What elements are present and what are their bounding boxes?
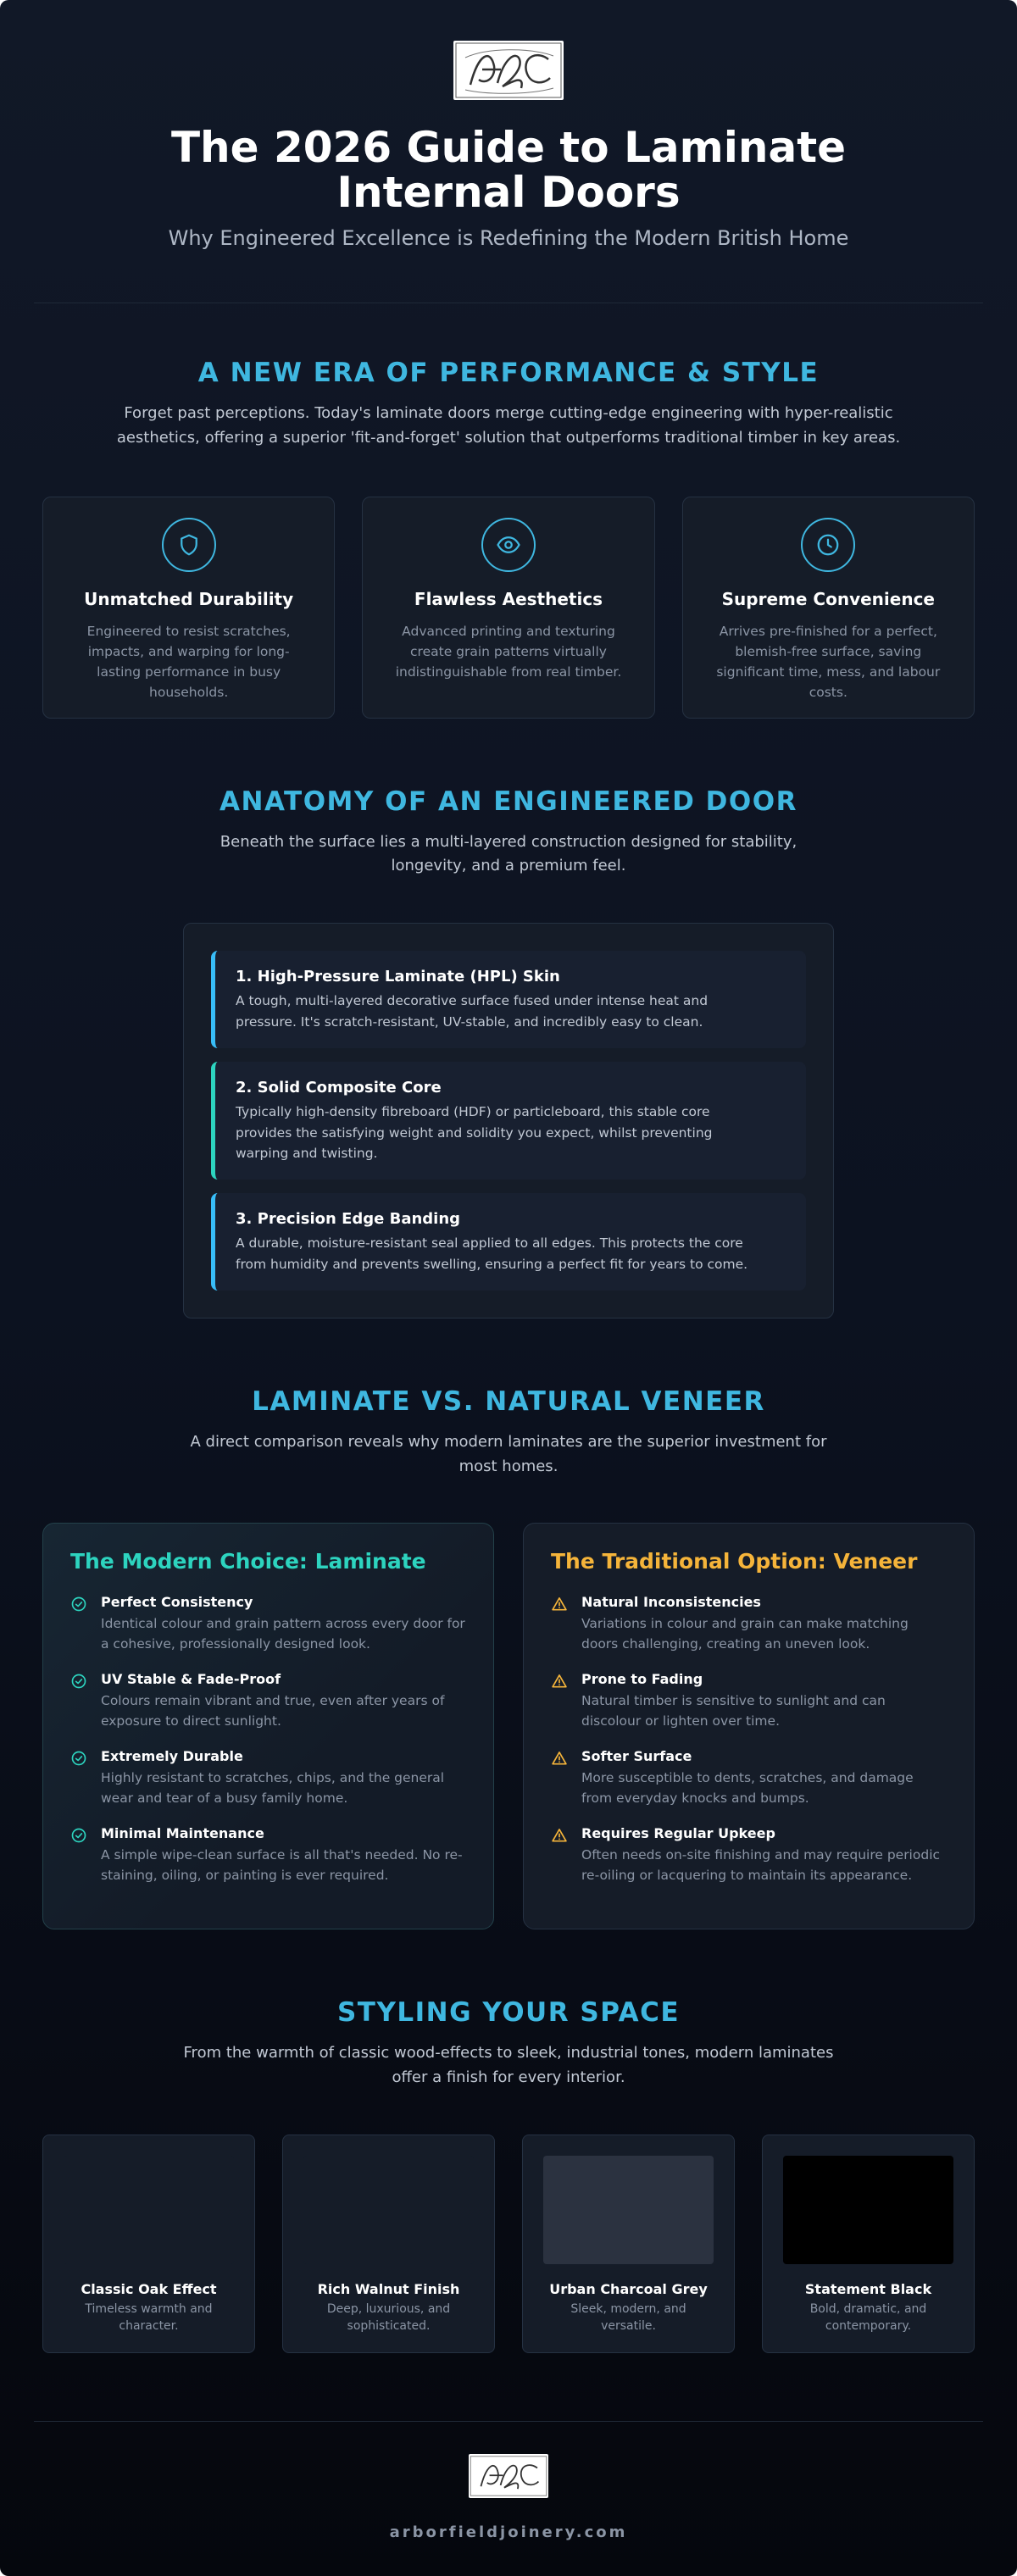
feature-text: Engineered to resist scratches, impacts, and warping for long-lasting performance in busy households. bbox=[86, 623, 291, 700]
finish-card-oak bbox=[42, 2135, 255, 2353]
finish-name: Statement Black bbox=[804, 2280, 932, 2297]
feature-card-convenience bbox=[682, 497, 975, 719]
item-text: More susceptible to dents, scratches, and damage from everyday knocks and bumps. bbox=[581, 1770, 914, 1807]
page-footer bbox=[0, 2421, 1017, 2541]
section-intro: Beneath the surface lies a multi-layered construction designed for stability, longevity, and a premium feel. bbox=[220, 832, 797, 875]
list-item bbox=[551, 1594, 947, 1654]
section-intro: From the warmth of classic wood-effects to sleek, industrial tones, modern laminates offer a finish for every interior. bbox=[183, 2044, 834, 2087]
layer-title: 3. Precision Edge Banding bbox=[236, 1210, 461, 1229]
item-title: Prone to Fading bbox=[581, 1671, 703, 1688]
divider bbox=[34, 2421, 983, 2422]
list-item bbox=[70, 1594, 466, 1654]
feature-text: Arrives pre-finished for a perfect, blemish-free surface, saving significant time, mess, and labour costs. bbox=[716, 623, 941, 700]
item-title: Perfect Consistency bbox=[101, 1594, 253, 1611]
layer-title: 2. Solid Composite Core bbox=[236, 1078, 442, 1096]
comparison-cards bbox=[0, 1523, 1017, 1929]
list-item bbox=[551, 1748, 947, 1808]
item-text: Colours remain vibrant and true, even after years of exposure to direct sunlight. bbox=[101, 1693, 445, 1729]
feature-card-durability bbox=[42, 497, 335, 719]
item-title: Extremely Durable bbox=[101, 1748, 243, 1765]
layer-title: 1. High-Pressure Laminate (HPL) Skin bbox=[236, 968, 560, 986]
veneer-title: The Traditional Option: Veneer bbox=[551, 1549, 918, 1574]
color-swatch bbox=[64, 2156, 234, 2264]
finish-name: Rich Walnut Finish bbox=[317, 2280, 460, 2297]
finish-name: Classic Oak Effect bbox=[81, 2280, 217, 2297]
section-performance-style bbox=[0, 358, 1017, 719]
section-heading: A NEW ERA OF PERFORMANCE & STYLE bbox=[197, 358, 820, 388]
website-link[interactable]: arborfieldjoinery.com bbox=[389, 2523, 628, 2541]
item-title: UV Stable & Fade-Proof bbox=[101, 1671, 281, 1688]
item-text: Often needs on-site finishing and may require periodic re-oiling or lacquering to maintain its appearance. bbox=[581, 1847, 941, 1884]
list-item bbox=[551, 1671, 947, 1731]
finish-name: Urban Charcoal Grey bbox=[549, 2280, 708, 2297]
item-text: Natural timber is sensitive to sunlight and can discolour or lighten over time. bbox=[581, 1693, 886, 1729]
check-circle-icon bbox=[70, 1596, 89, 1654]
feature-text: Advanced printing and texturing create grain patterns virtually indistinguishable from real timber. bbox=[395, 623, 622, 680]
section-intro: Forget past perceptions. Today's laminate doors merge cutting-edge engineering with hyper-realistic aesthetics, offering a superior 'fit-and-forget' solution that outperforms traditional timber in key areas. bbox=[116, 404, 901, 447]
finish-description: Bold, dramatic, and contemporary. bbox=[809, 2301, 927, 2334]
laminate-title: The Modern Choice: Laminate bbox=[70, 1549, 426, 1574]
door-layers-panel bbox=[183, 923, 834, 1319]
layer-text: A tough, multi-layered decorative surface fused under intense heat and pressure. It's scratch-resistant, UV-stable, and incredibly easy to clean. bbox=[236, 993, 709, 1030]
finish-card-charcoal bbox=[522, 2135, 735, 2353]
page-subtitle: Why Engineered Excellence is Redefining the Modern British Home bbox=[168, 226, 849, 250]
section-heading: LAMINATE VS. NATURAL VENEER bbox=[252, 1385, 765, 1417]
list-item bbox=[551, 1825, 947, 1885]
footer-logo bbox=[469, 2454, 548, 2498]
eye-icon bbox=[481, 518, 536, 572]
warning-triangle-icon bbox=[551, 1750, 570, 1808]
shield-icon bbox=[162, 518, 216, 572]
section-intro: A direct comparison reveals why modern laminates are the superior investment for most homes. bbox=[190, 1432, 827, 1475]
brand-logo bbox=[453, 41, 564, 100]
layer-text: Typically high-density fibreboard (HDF) or particleboard, this stable core provides the satisfying weight and solidity you expect, whilst preventing warping and twisting. bbox=[236, 1103, 713, 1162]
feature-card-aesthetics bbox=[362, 497, 654, 719]
list-item bbox=[70, 1825, 466, 1885]
item-text: Variations in colour and grain can make matching doors challenging, creating an uneven look. bbox=[581, 1616, 909, 1652]
warning-triangle-icon bbox=[551, 1673, 570, 1731]
layer-text: A durable, moisture-resistant seal applied to all edges. This protects the core from humidity and prevents swelling, ensuring a perfect fit for years to come. bbox=[236, 1235, 748, 1272]
list-item bbox=[70, 1671, 466, 1731]
section-comparison bbox=[0, 1386, 1017, 1930]
color-swatch bbox=[783, 2156, 953, 2264]
veneer-card bbox=[523, 1523, 975, 1929]
finish-card-black bbox=[762, 2135, 975, 2353]
list-item bbox=[70, 1748, 466, 1808]
item-text: Identical colour and grain pattern across every door for a cohesive, professionally designed look. bbox=[101, 1616, 465, 1652]
finish-card-walnut bbox=[282, 2135, 495, 2353]
item-title: Minimal Maintenance bbox=[101, 1825, 264, 1842]
warning-triangle-icon bbox=[551, 1596, 570, 1654]
page-header bbox=[0, 0, 1017, 303]
layer-edge-banding bbox=[211, 1193, 806, 1291]
finish-description: Sleek, modern, and versatile. bbox=[570, 2301, 686, 2334]
page-title: The 2026 Guide to Laminate Internal Doors bbox=[170, 123, 847, 217]
layer-hpl-skin bbox=[211, 951, 806, 1048]
section-heading: STYLING YOUR SPACE bbox=[336, 1997, 681, 2029]
veneer-drawbacks-list bbox=[551, 1594, 947, 1885]
item-title: Requires Regular Upkeep bbox=[581, 1825, 775, 1842]
warning-triangle-icon bbox=[551, 1827, 570, 1885]
layer-composite-core bbox=[211, 1062, 806, 1180]
finish-description: Deep, luxurious, and sophisticated. bbox=[326, 2301, 451, 2334]
item-text: Highly resistant to scratches, chips, and the general wear and tear of a busy family home. bbox=[101, 1770, 445, 1807]
feature-cards bbox=[0, 497, 1017, 719]
feature-title: Supreme Convenience bbox=[721, 588, 935, 609]
feature-title: Flawless Aesthetics bbox=[414, 588, 603, 609]
color-swatch bbox=[303, 2156, 474, 2264]
finish-description: Timeless warmth and character. bbox=[85, 2301, 213, 2334]
item-title: Softer Surface bbox=[581, 1748, 692, 1765]
section-styling bbox=[0, 1997, 1017, 2353]
check-circle-icon bbox=[70, 1673, 89, 1731]
section-heading: ANATOMY OF AN ENGINEERED DOOR bbox=[220, 786, 797, 817]
item-text: A simple wipe-clean surface is all that's needed. No re-staining, oiling, or painting is ever required. bbox=[101, 1847, 463, 1884]
check-circle-icon bbox=[70, 1750, 89, 1808]
item-title: Natural Inconsistencies bbox=[581, 1594, 761, 1611]
section-anatomy bbox=[0, 786, 1017, 1319]
color-swatch bbox=[543, 2156, 714, 2264]
finish-swatches bbox=[0, 2135, 1017, 2353]
check-circle-icon bbox=[70, 1827, 89, 1885]
clock-icon bbox=[801, 518, 855, 572]
feature-title: Unmatched Durability bbox=[84, 588, 294, 609]
laminate-card bbox=[42, 1523, 494, 1929]
laminate-benefits-list bbox=[70, 1594, 466, 1885]
